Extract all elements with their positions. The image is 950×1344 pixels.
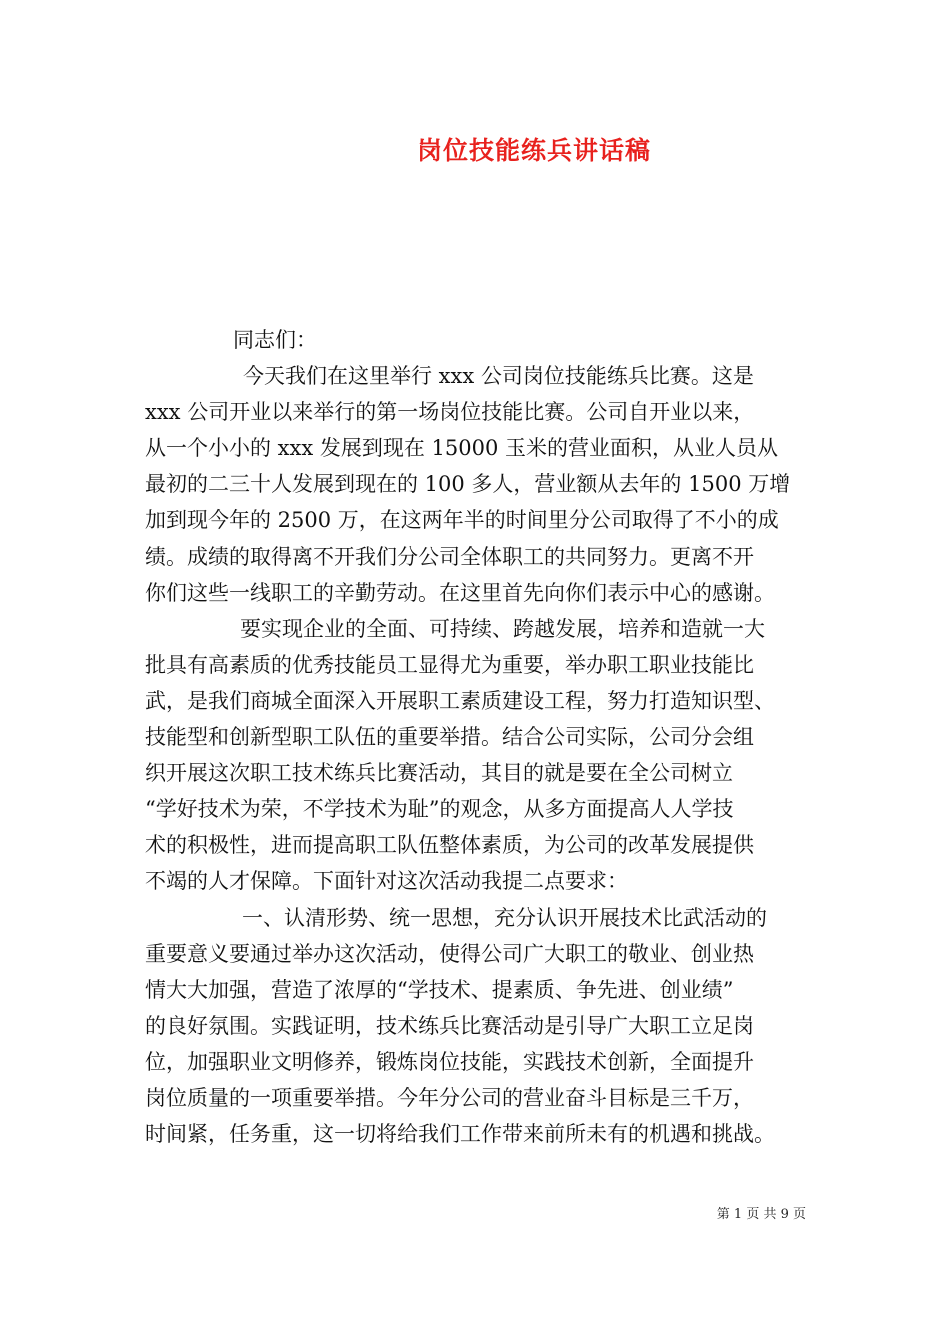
- paragraph-line: 岗位质量的一项重要举措。今年分公司的营业奋斗目标是三千万，: [145, 1085, 754, 1110]
- paragraph-line: 织开展这次职工技术练兵比赛活动，其目的就是要在全公司树立: [145, 761, 733, 786]
- document-title: 岗位技能练兵讲话稿: [416, 136, 651, 165]
- paragraph-line: 的良好氛围。实践证明，技术练兵比赛活动是引导广大职工立足岗: [145, 1013, 754, 1038]
- paragraph-line: 要实现企业的全面、可持续、跨越发展，培养和造就一大: [240, 616, 765, 641]
- paragraph-line: 重要意义要通过举办这次活动，使得公司广大职工的敬业、创业热: [145, 941, 754, 966]
- paragraph-line: 批具有高素质的优秀技能员工显得尤为重要，举办职工职业技能比: [145, 652, 754, 677]
- paragraph-line: 武，是我们商城全面深入开展职工素质建设工程，努力打造知识型、: [145, 688, 775, 713]
- paragraph-line: 位，加强职业文明修养，锻炼岗位技能，实践技术创新，全面提升: [145, 1049, 754, 1074]
- paragraph-line: 你们这些一线职工的辛勤劳动。在这里首先向你们表示中心的感谢。: [145, 580, 775, 605]
- document-body: [145, 322, 809, 1152]
- paragraph-line: 从一个小小的 xxx 发展到现在 15000 玉米的营业面积，从业人员从: [145, 436, 779, 461]
- paragraph-line: 不竭的人才保障。下面针对这次活动我提二点要求：: [145, 869, 628, 894]
- paragraph-line: 情大大加强，营造了浓厚的“学技术、提素质、争先进、创业绩”: [145, 977, 734, 1002]
- paragraph-1: [145, 358, 809, 611]
- paragraph-line: 术的积极性，进而提高职工队伍整体素质，为公司的改革发展提供: [145, 833, 754, 858]
- paragraph-line: “学好技术为荣，不学技术为耻”的观念，从多方面提高人人学技: [145, 797, 734, 822]
- paragraph-line: 技能型和创新型职工队伍的重要举措。结合公司实际，公司分会组: [145, 725, 754, 750]
- page-number-footer: 第 1 页 共 9 页: [716, 1207, 806, 1222]
- paragraph-line: xxx 公司开业以来举行的第一场岗位技能比赛。公司自开业以来，: [145, 400, 755, 425]
- paragraph-line: 时间紧，任务重，这一切将给我们工作带来前所未有的机遇和挑战。: [145, 1122, 775, 1147]
- paragraph-line: 今天我们在这里举行 xxx 公司岗位技能练兵比赛。这是: [243, 364, 754, 389]
- paragraph-line: 绩。成绩的取得离不开我们分公司全体职工的共同努力。更离不开: [145, 544, 754, 569]
- paragraph-3: [145, 900, 809, 1153]
- paragraph-line: 加到现今年的 2500 万，在这两年半的时间里分公司取得了不小的成: [145, 508, 779, 533]
- paragraph-line: 最初的二三十人发展到现在的 100 多人，营业额从去年的 1500 万增: [145, 472, 791, 497]
- paragraph-line: 一、认清形势、统一思想，充分认识开展技术比武活动的: [242, 905, 767, 930]
- salutation: 同志们：: [233, 328, 317, 352]
- paragraph-2: [145, 611, 809, 900]
